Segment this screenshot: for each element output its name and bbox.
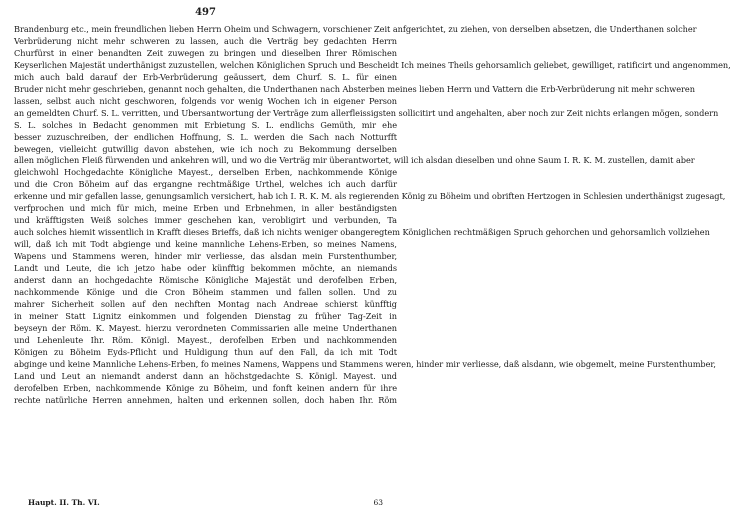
text-line: gleichwohl Hochgedachte Königliche Mayest., derselben Erben, nachkommende Könige xyxy=(14,167,397,178)
text-line: und die Cron Böheim auf das ergangne rechtmäßige Urthel, welches ich auch darfür xyxy=(14,179,397,190)
body-text xyxy=(14,24,731,407)
text-line: rechte natürliche Herren annehmen, halten und erkennen sollen, doch haben Ihr. Röm xyxy=(14,394,397,405)
text-line: Verbrüderung nicht mehr schweren zu lassen, auch die Verträg bey gedachten Herrn xyxy=(14,35,397,46)
text-line: Königen zu Böheim Eyds-Pflicht und Huldigung thun auf den Fall, da ich mit Todt xyxy=(14,346,397,357)
text-line: will, daß ich mit Todt abgienge und keine mannliche Lehens-Erben, so meines Namens, xyxy=(14,239,397,250)
page-footer xyxy=(28,498,383,508)
text-line: Wapens und Stammens weren, hinder mir verliesse, das alsdan mein Furstenthumber, xyxy=(14,251,397,262)
text-line: und kräfftigsten Weiß solches immer geschehen kan, verobligirt und verbunden, Ta xyxy=(14,215,397,226)
text-line: besser zuzuschreiben, der endlichen Hoffnung, S. L. werden die Sach nach Notturfft xyxy=(14,131,397,142)
text-line: S. L. solches in Bedacht genommen mit Erbietung S. L. endlichs Gemüth, mir ehe xyxy=(14,119,397,130)
text-line: allen möglichen Fleiß fürwenden und ankehren will, und wo die Verträg mir überantwortet, will ich alsdan dieselben und ohne Saum I. R. K. M. zustellen, damit aber xyxy=(14,155,695,166)
text-line: Brandenburg etc., mein freundlichen lieben Herrn Oheim und Schwagern, vorschiener Zeit anfgerichtet, zu ziehen, von derselben absetzen, die Underthanen solcher xyxy=(14,24,697,34)
text-line: auch solches hiemit wissentlich in Krafft dieses Brieffs, daß ich nichts weniger obangeregtem Königlichen rechtmäßigen Spruch gehorchen und gehorsamlich vollziehen xyxy=(14,227,710,238)
sheet-signature: Haupt. II. Th. VI. xyxy=(28,498,100,507)
text-line: an gemeldten Churf. S. L. verritten, und Ubersantwortung der Verträge zum allerfleissigsten sollicitirt und angehalten, aber noch zur Zeit nichts erlangen mögen, sondern xyxy=(14,107,719,118)
printer-signature: 63 xyxy=(373,498,383,507)
text-line: erkenne und mir gefallen lasse, genungsamlich versichert, hab ich I. R. K. M. als regierenden König zu Böheim und obriften Hertzogen in Schlesien underthänigst zugesagt, xyxy=(14,191,726,202)
text-line: und Lehenleute Ihr. Röm. Königl. Mayest., derofelben Erben und nachkommenden xyxy=(14,334,397,345)
text-line: Land und Leut an niemandt anderst dann an höchstgedachte S. Königl. Mayest. und xyxy=(14,370,397,381)
text-line: nachkommende Könige und die Cron Böheim stammen und fallen sollen. Und zu xyxy=(14,286,397,297)
text-line: verfprochen und mich für mich, meine Erben und Erbnehmen, in aller beständigsten xyxy=(14,203,397,214)
text-line: Bruder nicht mehr geschrieben, genannt noch gehalten, die Underthanen nach Absterben meines lieben Herrn und Vattern die Erb-Verbrüderung nit mehr schweren xyxy=(14,83,695,94)
text-line: abginge und keine Mannliche Lehens-Erben, fo meines Namens, Wappens und Stammens weren, hinder mir verliesse, daß alsdann, wie obgemelt, meine Furstenthumber, xyxy=(14,358,716,369)
text-line: Churfürst in einer benandten Zeit zuwegen zu bringen und dieselben Ihrer Römischen xyxy=(14,47,397,58)
text-line: Keyserlichen Majestät underthänigst zuzustellen, welchen Königlichen Spruch und Bescheidt Ich meines Theils gehorsamlich geliebet, gewilliget, ratificirt und angenommen, xyxy=(14,59,731,70)
text-line: Landt und Leute, die ich jetzo habe oder künfftig bekommen möchte, an niemands xyxy=(14,263,397,274)
text-line: lassen, selbst auch nicht geschworen, folgends vor wenig Wochen ich in eigener Person xyxy=(14,95,397,106)
text-line: anderst dann an hochgedachte Römische Königliche Majestät und derofelben Erben, xyxy=(14,275,397,286)
text-line: bewegen, vielleicht gutwillig davon abstehen, wie ich noch zu Bekommung derselben xyxy=(14,143,397,154)
text-line: beyseyn der Röm. K. Mayest. hierzu verordneten Commissarien alle meine Underthanen xyxy=(14,322,397,333)
text-line: derofelben Erben, nachkommende Könige zu Böheim, und fonft keinen andern für ihre xyxy=(14,382,397,393)
text-line: mich auch bald darauf der Erb-Verbrüderung geäussert, dem Churf. S. L. für einen xyxy=(14,71,397,82)
text-line: mahrer Sicherheit sollen auf den nechften Montag nach Andreae schierst künfftig xyxy=(14,298,397,309)
text-line: in meiner Statt Lignitz einkommen und folgenden Dienstag zu früher Tag-Zeit in xyxy=(14,310,397,321)
page-number: 497 xyxy=(195,7,216,18)
